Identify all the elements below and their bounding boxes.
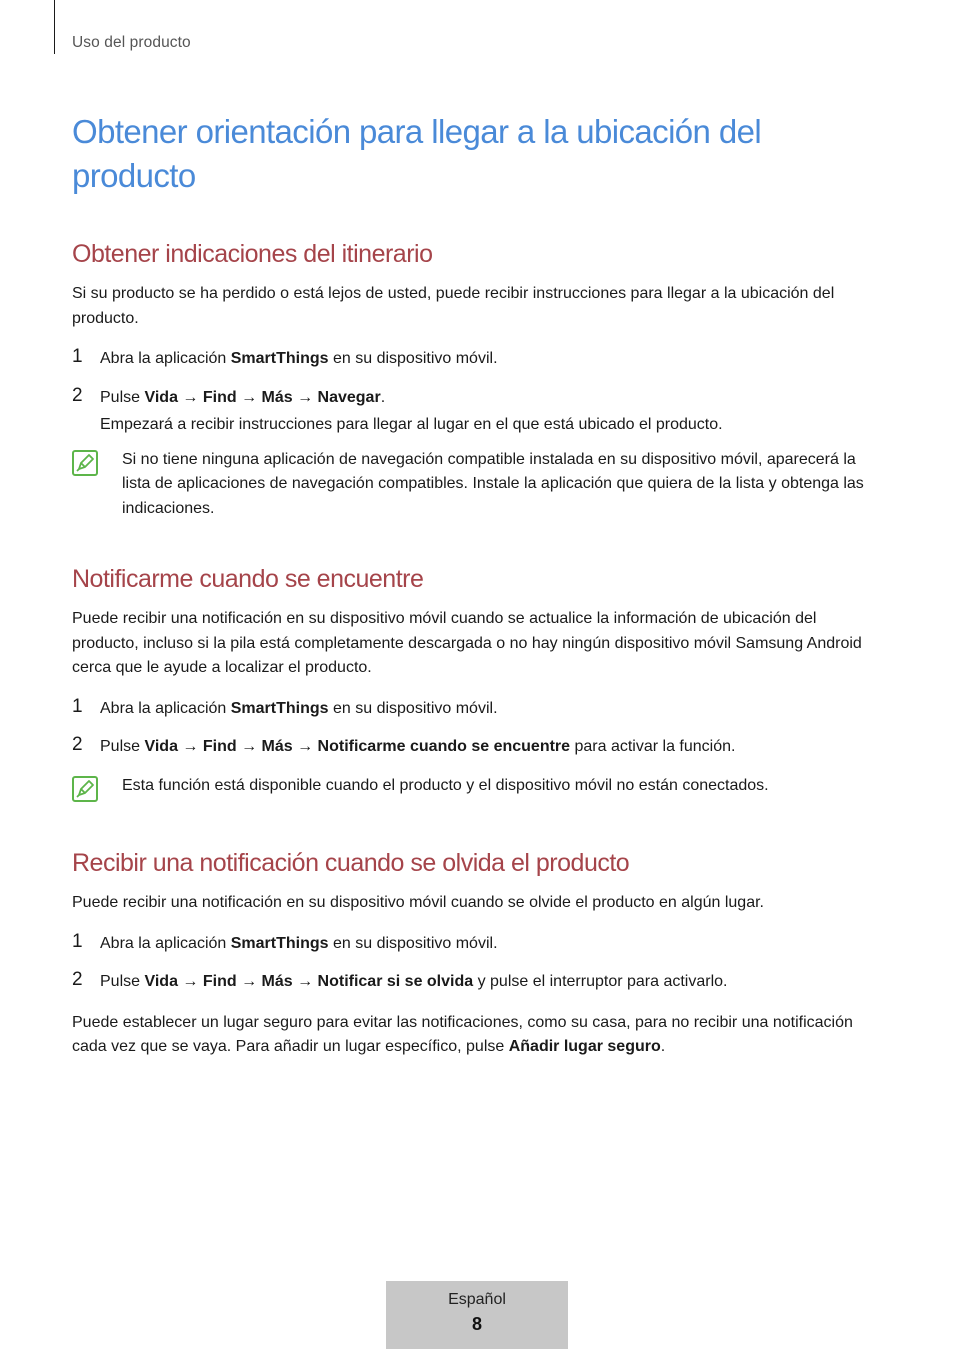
note-pencil-icon bbox=[72, 450, 98, 476]
section-notify-forgotten bbox=[72, 847, 887, 1060]
step-number: 2 bbox=[72, 384, 83, 406]
step-2: 2 Pulse Vida → Find → Más → Notificarme cuando se encuentre para activar la función. bbox=[72, 735, 887, 760]
footer-language: Español bbox=[448, 1291, 506, 1308]
section-intro: Puede recibir una notificación en su dispositivo móvil cuando se actualice la información de ubicación del producto, incluso si la pila está completamente descargada o no hay ningún dispositivo móvil Samsung Android cerca que le ayude a localizar el producto. bbox=[72, 610, 862, 676]
note bbox=[72, 448, 887, 522]
step-1: 1 Abra la aplicación SmartThings en su dispositivo móvil. bbox=[72, 932, 887, 957]
step-2: 2 Pulse Vida → Find → Más → Navegar. Empezará a recibir instrucciones para llegar al lugar en el que está ubicado el producto. bbox=[72, 386, 887, 438]
step-number: 2 bbox=[72, 734, 83, 755]
page-edge-line bbox=[54, 0, 55, 54]
section-intro: Puede recibir una notificación en su dispositivo móvil cuando se olvide el producto en algún lugar. bbox=[72, 894, 764, 911]
step-number: 1 bbox=[72, 930, 83, 952]
section-itinerary bbox=[72, 238, 887, 521]
step-number: 2 bbox=[72, 969, 83, 990]
page-title: Obtener orientación para llegar a la ubicación del producto bbox=[72, 113, 762, 194]
section-heading: Obtener indicaciones del itinerario bbox=[72, 240, 433, 268]
step-2: 2 Pulse Vida → Find → Más → Notificar si se olvida y pulse el interruptor para activarlo. bbox=[72, 970, 887, 995]
section-heading: Notificarme cuando se encuentre bbox=[72, 565, 424, 593]
section-outro: Puede establecer un lugar seguro para evitar las notificaciones, como su casa, para no recibir una notificación cada vez que se vaya. Para añadir un lugar específico, pulse Añadir lugar seguro. bbox=[72, 1013, 853, 1055]
running-head: Uso del producto bbox=[72, 34, 191, 51]
app-name: SmartThings bbox=[230, 934, 329, 952]
section-intro: Si su producto se ha perdido o está lejos de usted, puede recibir instrucciones para llegar a la ubicación del producto. bbox=[72, 285, 835, 327]
section-notify-found bbox=[72, 563, 887, 798]
app-name: SmartThings bbox=[230, 350, 329, 367]
step-detail: Empezará a recibir instrucciones para llegar al lugar en el que está ubicado el producto. bbox=[100, 416, 723, 433]
step-number: 1 bbox=[72, 695, 83, 717]
page-footer bbox=[386, 1281, 568, 1349]
note-pencil-icon bbox=[72, 776, 98, 802]
note bbox=[72, 774, 887, 799]
page-number: 8 bbox=[471, 1314, 482, 1334]
app-name: SmartThings bbox=[230, 699, 329, 717]
step-1: 1 Abra la aplicación SmartThings en su dispositivo móvil. bbox=[72, 697, 887, 722]
step-1: 1 Abra la aplicación SmartThings en su dispositivo móvil. bbox=[72, 347, 887, 372]
step-number: 1 bbox=[72, 346, 83, 367]
note-text: Si no tiene ninguna aplicación de navegación compatible instalada en su dispositivo móvil, aparecerá la lista de aplicaciones de navegación compatibles. Instale la aplicación que quiera de la lista y obtenga las indicaciones. bbox=[122, 450, 864, 517]
section-heading: Recibir una notificación cuando se olvida el producto bbox=[72, 849, 630, 877]
note-text: Esta función está disponible cuando el producto y el dispositivo móvil no están conectados. bbox=[122, 776, 769, 794]
